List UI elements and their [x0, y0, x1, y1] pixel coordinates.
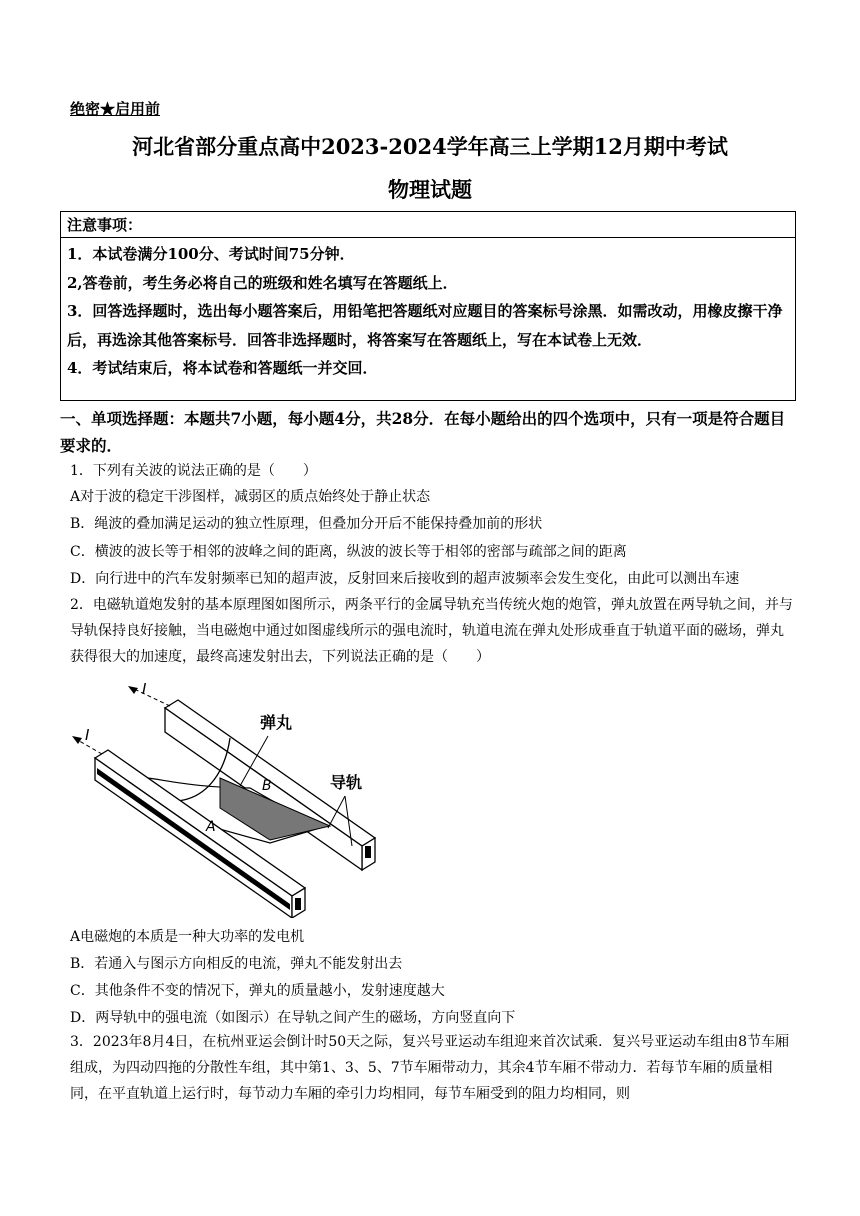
notice-item: 4．考试结束后，将本试卷和答题纸一并交回． — [67, 359, 378, 377]
question-2-option-c: C．其他条件不变的情况下，弹丸的质量越小，发射速度越大 — [70, 983, 445, 999]
question-1-option-b: B．绳波的叠加满足运动的独立性原理，但叠加分开后不能保持叠加前的形状 — [70, 516, 543, 532]
notice-item: 2,答卷前，考生务必将自己的班级和姓名填写在答题纸上． — [67, 273, 458, 292]
exam-subtitle: 物理试题 — [388, 177, 472, 202]
notice-heading: 注意事项： — [61, 212, 795, 238]
question-2-option-a: A电磁炮的本质是一种大功率的发电机 — [70, 929, 305, 945]
point-a-label: A — [206, 819, 216, 835]
question-2-option-b: B．若通入与图示方向相反的电流，弹丸不能发射出去 — [70, 956, 403, 972]
current-label: I — [142, 680, 147, 698]
point-b-label: B — [262, 778, 272, 794]
question-1-option-d: D．向行进中的汽车发射频率已知的超声波，反射回来后接收到的超声波频率会发生变化，由此可以测出车速 — [70, 571, 740, 587]
rail-label: 导轨 — [330, 773, 363, 792]
question-1-option-a: A对于波的稳定干涉图样，减弱区的质点始终处于静止状态 — [70, 489, 431, 505]
notice-item: 1．本试卷满分100分、考试时间75分钟． — [67, 245, 355, 263]
confidential-mark: 绝密★启用前 — [70, 100, 161, 118]
question-3-stem: 3．2023年8月4日，在杭州亚运会倒计时50天之际，复兴号亚运动车组迎来首次试乘．复兴号亚运动车组由8节车厢组成，为四动四拖的分散性车组，其中第1、3、5、7节车厢带动力，其余4节车厢不带动力．若每节车厢的质量相同，在平直轨道上运行时，每节动力车厢的牵引力均相同，每节车厢受到的阻力均相同，则 — [70, 1034, 790, 1102]
question-1-stem: 1．下列有关波的说法正确的是（ ） — [70, 463, 317, 479]
projectile-label: 弹丸 — [260, 713, 293, 732]
notice-box — [60, 211, 796, 401]
exam-title: 河北省部分重点高中2023-2024学年高三上学期12月期中考试 — [132, 134, 728, 159]
question-1-option-c: C．横波的波长等于相邻的波峰之间的距离，纵波的波长等于相邻的密部与疏部之间的距离 — [70, 544, 627, 560]
question-2-option-d: D．两导轨中的强电流（如图示）在导轨之间产生的磁场，方向竖直向下 — [70, 1010, 516, 1026]
notice-item: 3．回答选择题时，选出每小题答案后，用铅笔把答题纸对应题目的答案标号涂黑．如需改动，用橡皮擦干净后，再选涂其他答案标号．回答非选择题时，将答案写在答题纸上，写在本试卷上无效． — [67, 302, 783, 349]
railgun-figure — [70, 678, 390, 918]
current-label: I — [85, 726, 90, 744]
question-2-stem: 2．电磁轨道炮发射的基本原理图如图所示，两条平行的金属导轨充当传统火炮的炮管，弹丸放置在两导轨之间，并与导轨保持良好接触，当电磁炮中通过如图虚线所示的强电流时，轨道电流在弹丸处形成垂直于轨道平面的磁场，弹丸获得很大的加速度，最终高速发射出去，下列说法正确的是（ ） — [70, 597, 793, 665]
section-heading: 一、单项选择题：本题共7小题，每小题4分，共28分．在每小题给出的四个选项中，只有一项是符合题目要求的． — [60, 409, 786, 455]
